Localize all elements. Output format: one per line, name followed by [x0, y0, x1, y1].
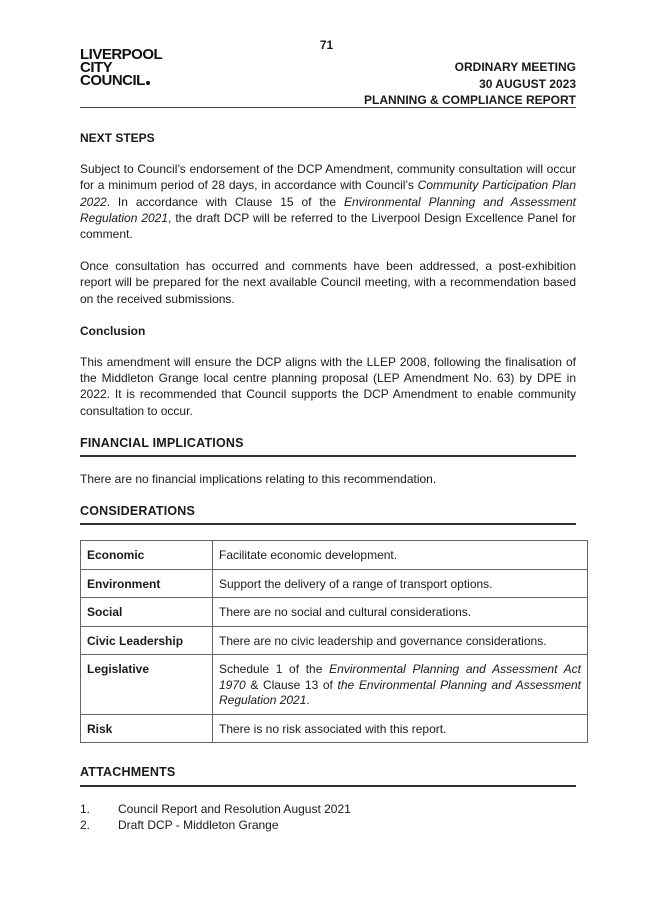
table-row	[81, 569, 588, 598]
logo-line-3: COUNCIL	[80, 74, 162, 87]
table-row	[81, 541, 588, 570]
conclusion-paragraph: This amendment will ensure the DCP aligns with the LLEP 2008, following the finalisation of the Middleton Grange local centre planning proposal (LEP Amendment No. 63) by DPE in 2022. It is recommended that Council supports the DCP Amendment to enable community consultation to occur.	[80, 355, 576, 418]
table-row	[81, 655, 588, 715]
council-logo	[80, 48, 162, 87]
list-item-number: 2.	[80, 817, 91, 832]
next-steps-heading: NEXT STEPS	[80, 131, 155, 145]
table-row	[81, 626, 588, 655]
header-divider	[80, 107, 576, 108]
financial-implications-heading: FINANCIAL IMPLICATIONS	[80, 435, 576, 457]
table-row	[81, 714, 588, 743]
next-steps-paragraph-1: Subject to Council’s endorsement of the DCP Amendment, community consultation will occur for a minimum period of 28 days, in accordance with Council’s Community Participation Plan 2022. In accordance with Clause 15 of the Environmental Planning and Assessment Regulation 2021, the draft DCP will be referred to the Liverpool Design Excellence Panel for comment.	[80, 162, 577, 242]
page-number: 71	[319, 38, 334, 52]
row-value: There are no social and cultural considerations.	[213, 598, 588, 627]
row-value: Schedule 1 of the Environmental Planning and Assessment Act 1970 & Clause 13 of the Environmental Planning and Assessment Regulation 2021.	[213, 655, 588, 715]
attachments-list	[80, 801, 576, 833]
list-item-text: Draft DCP - Middleton Grange	[118, 817, 279, 832]
row-value: There are no civic leadership and governance considerations.	[213, 626, 588, 655]
logo-line-1: LIVERPOOL	[80, 46, 163, 63]
list-item	[80, 801, 576, 817]
row-label: Economic	[81, 541, 213, 570]
list-item-text: Council Report and Resolution August 2021	[118, 801, 351, 816]
row-label: Environment	[81, 569, 213, 598]
row-label: Social	[81, 598, 213, 627]
row-value: Facilitate economic development.	[213, 541, 588, 570]
row-label: Legislative	[81, 655, 213, 715]
table-row	[81, 598, 588, 627]
conclusion-heading: Conclusion	[80, 323, 146, 338]
row-value: There is no risk associated with this report.	[213, 714, 588, 743]
report-body	[80, 130, 582, 833]
attachments-heading: ATTACHMENTS	[80, 764, 576, 786]
report-header	[364, 59, 576, 109]
report-title: PLANNING & COMPLIANCE REPORT	[363, 93, 576, 107]
row-label: Civic Leadership	[81, 626, 213, 655]
list-item	[80, 817, 576, 833]
meeting-date: 30 AUGUST 2023	[479, 76, 576, 91]
row-value: Support the delivery of a range of transport options.	[213, 569, 588, 598]
meeting-title: ORDINARY MEETING	[454, 60, 576, 74]
logo-line-2: CITY	[80, 59, 113, 76]
logo-dot-icon	[146, 81, 150, 85]
considerations-heading: CONSIDERATIONS	[80, 503, 576, 525]
next-steps-paragraph-2: Once consultation has occurred and comments have been addressed, a post-exhibition report will be prepared for the next available Council meeting, with a recommendation based on the received submissions.	[80, 259, 576, 306]
row-label: Risk	[81, 714, 213, 743]
financial-implications-text: There are no financial implications relating to this recommendation.	[80, 472, 437, 487]
considerations-table	[80, 540, 588, 743]
list-item-number: 1.	[80, 801, 91, 816]
